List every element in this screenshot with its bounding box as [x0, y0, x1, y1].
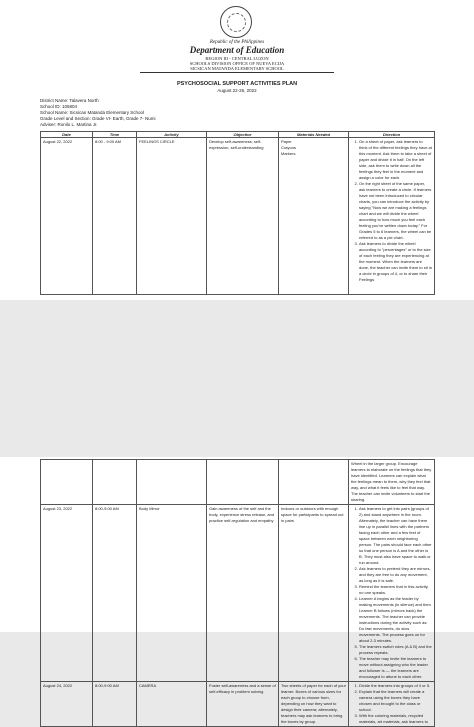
- info-district: District Name: Talavera North: [40, 98, 99, 103]
- col-header-time: Time: [93, 132, 137, 138]
- school-line: SICSICAN MATANDA ELEMENTARY SCHOOL: [190, 66, 284, 71]
- direction-item: 1. Divide the learners into groups of 4 or 5.: [359, 683, 432, 689]
- table-row: [41, 682, 435, 727]
- department-title: Department of Education: [189, 45, 285, 55]
- direction-item: 1. On a sheet of paper, ask learners to think of the different feelings they have at this moment. Ask them to take a sheet of paper and divide it in half. On the left side, ask them to write down all the feelings they feel in the moment and assign a color for each.: [359, 139, 432, 181]
- cell-objective: Foster self-awareness and a sense of self-efficacy in problem solving: [207, 682, 279, 727]
- page-break: [0, 300, 474, 457]
- cell-date: August 24, 2022: [41, 682, 93, 727]
- cell-time: 8:00 - 9:00 AM: [93, 138, 137, 295]
- cell-materials: Two sheets of paper for each of your learner. Boxes of various sizes for each group to choose from, depending on how they want to design their camera; alternately, teachers may ask learners to bring the boxes by group.: [279, 682, 349, 727]
- direction-item: 2. Explain that the learners will create a camera using the boxes they have chosen and brought to the class or school.: [359, 689, 432, 713]
- info-school-id: School ID: 105804: [40, 104, 78, 109]
- cell-activity: Body Mirror: [137, 505, 207, 682]
- direction-item: 2. Ask learners to pretend they are mirrors, and they are free to do any movement, as long as it is safe.: [359, 566, 432, 584]
- direction-item: 5. The learners switch roles (A & B) and the process repeats.: [359, 644, 432, 656]
- table-row: [41, 505, 435, 682]
- direction-item: 1. Ask learners to get into pairs (groups of 2) and stand anywhere in the room. Alternately, the teacher can have them line up in parallel lines with the partners facing each other and a few feet of space between each neighboring person. The pairs should face each other so that one person is A and the other is B. They must also have space to walk or run around.: [359, 506, 432, 566]
- cell-date: August 22, 2022: [41, 138, 93, 295]
- info-school-name: School Name: Sicsican Matanda Elementary School: [40, 110, 145, 115]
- header-divider: [140, 72, 334, 73]
- table-row: [41, 460, 435, 505]
- direction-item: 6. The teacher may invite the learners to move without assigning who the leader and follower is — the learners are encouraged to attune to each other.: [359, 656, 432, 680]
- plan-dates: August 22-26, 2022: [217, 88, 257, 93]
- direction-item: 2. On the right sheet of the same paper, ask learners to create a circle. If learners have not been introduced to circular charts, you can introduce the activity by saying "Now we are making a feelings chart and we will divide the wheel according to how much you feel each feeling you've written down today." For Grades 5 to 6 learners, the wheel can be referred to as a pie chart.: [359, 181, 432, 241]
- info-adviser: Adviser: Ronilo L. Martina Jr.: [40, 122, 98, 127]
- cell-direction: [349, 682, 435, 727]
- col-header-materials: Materials Needed: [279, 132, 349, 138]
- direction-item: 3. Ask learners to divide the wheel according to "percentages" or to the size of each feeling they are experiencing at the moment. When the learners are done, the teacher can invite them to sit in a circle in groups of 4, or to share their Feelings: [359, 241, 432, 283]
- republic-line: Republic of the Philippines: [209, 40, 265, 45]
- cell-direction-continued: Wheel in the larger group. Encourage learners to elaborate on the feelings that they have identified. Learners can explain what the feelings mean to them, why they feel that way, and what it feels like to feel that way. The teacher can invite volunteers to start the sharing.: [349, 460, 435, 505]
- region-line: REGION III - CENTRAL LUZON: [205, 56, 269, 61]
- table-row: [41, 138, 435, 295]
- info-grade: Grade Level and Section: Grade VI- Earth, Grade 7- Numi: [40, 116, 156, 121]
- col-header-objective: Objective: [207, 132, 279, 138]
- cell-objective: Develop self-awareness, self-expression, self-understanding: [207, 138, 279, 295]
- cell-direction: [349, 138, 435, 295]
- plan-title: PSYCHOSOCIAL SUPPORT ACTIVITIES PLAN: [176, 81, 298, 87]
- cell-date: August 23, 2022: [41, 505, 93, 682]
- direction-item: 4. Learner A begins as the leader by making movements (in silence) and then Learner B follows (mirrors back) the movements. The teacher can provide instructions during the activity such as: Do fast movements, do slow movements. The process goes on for about 2-3 minutes.: [359, 596, 432, 644]
- cell-activity: CAMERA: [137, 682, 207, 727]
- direction-item: 3. With the coloring materials, recycled materials, art materials, ask learners to: [359, 713, 432, 725]
- division-line: SCHOOLS DIVISION OFFICE OF NUEVA ECIJA: [189, 61, 285, 66]
- cell-materials: Indoors or outdoors with enough space for participants to spread out in pairs: [279, 505, 349, 682]
- col-header-activity: Activity: [137, 132, 207, 138]
- cell-materials: Paper Crayons Markers: [279, 138, 349, 295]
- deped-seal-icon: [220, 6, 252, 38]
- direction-item: 3. Remind the learners that in this activity, no one speaks.: [359, 584, 432, 596]
- cell-objective: Gain awareness of the self and the body, experience stress release, and practice self-regulation and empathy: [207, 505, 279, 682]
- col-header-direction: Direction: [349, 132, 435, 138]
- activities-table-page2: [40, 459, 435, 727]
- cell-activity: FEELINGS CIRCLE: [137, 138, 207, 295]
- cell-time: 8:00-9:00 AM: [93, 682, 137, 727]
- cell-direction: [349, 505, 435, 682]
- col-header-date: Date: [41, 132, 93, 138]
- cell-time: 8:00-9:00 AM: [93, 505, 137, 682]
- activities-table-page1: [40, 131, 435, 295]
